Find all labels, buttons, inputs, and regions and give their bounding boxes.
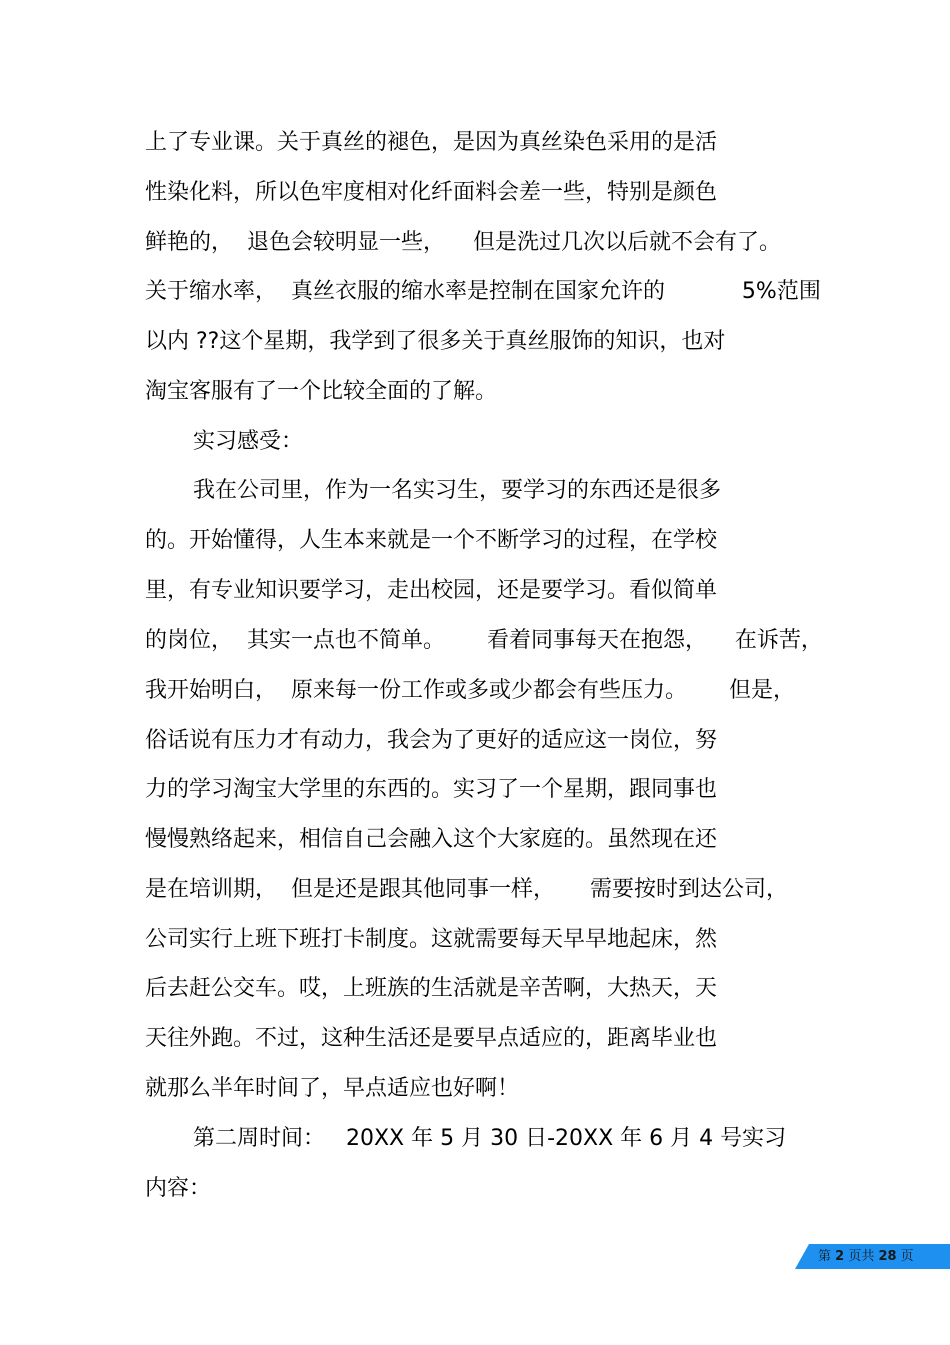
text-line: 后去赶公交车。哎，上班族的生活就是辛苦啊，大热天，天 — [145, 976, 718, 1001]
text-line: 关于缩水率， 真丝衣服的缩水率是控制在国家允许的 5%范围 — [145, 279, 821, 304]
text-line: 淘宝客服有了一个比较全面的了解。 — [145, 379, 498, 404]
page-suffix: 页 — [896, 1249, 914, 1264]
page-number — [818, 1248, 914, 1265]
text-line: 天往外跑。不过，这种生活还是要早点适应的，距离毕业也 — [145, 1026, 718, 1051]
paragraph-start: 我在公司里，作为一名实习生，要学习的东西还是很多 — [193, 478, 722, 503]
text-line: 公司实行上班下班打卡制度。这就需要每天早早地起床，然 — [145, 927, 718, 952]
section-heading: 实习感受： — [193, 429, 304, 454]
text-line: 上了专业课。关于真丝的褪色，是因为真丝染色采用的是活 — [145, 130, 718, 155]
page-middle: 页共 — [844, 1249, 879, 1264]
text-line: 力的学习淘宝大学里的东西的。实习了一个星期，跟同事也 — [145, 777, 718, 802]
page-prefix: 第 — [818, 1249, 836, 1264]
text-line: 的。开始懂得，人生本来就是一个不断学习的过程，在学校 — [145, 528, 718, 553]
text-line: 慢慢熟络起来，相信自己会融入这个大家庭的。虽然现在还 — [145, 827, 718, 852]
text-line: 是在培训期， 但是还是跟其他同事一样， 需要按时到达公司， — [145, 877, 788, 902]
text-line: 我开始明白， 原来每一份工作或多或少都会有些压力。 但是， — [145, 678, 795, 703]
current-page-number: 2 — [835, 1249, 845, 1264]
week-heading: 第二周时间： 20XX 年 5 月 30 日-20XX 年 6 月 4 号实习 — [193, 1126, 787, 1151]
text-line: 的岗位， 其实一点也不简单。 看着同事每天在抱怨， 在诉苦， — [145, 628, 823, 653]
text-line: 俗话说有压力才有动力，我会为了更好的适应这一岗位，努 — [145, 728, 718, 753]
text-line: 性染化料，所以色牢度相对化纤面料会差一些，特别是颜色 — [145, 180, 718, 205]
text-line: 就那么半年时间了，早点适应也好啊！ — [145, 1076, 520, 1101]
text-line: 内容： — [145, 1176, 212, 1201]
total-pages-number: 28 — [878, 1249, 897, 1264]
text-line: 鲜艳的， 退色会较明显一些， 但是洗过几次以后就不会有了。 — [145, 230, 781, 255]
text-line: 以内 ??这个星期，我学到了很多关于真丝服饰的知识，也对 — [145, 329, 726, 354]
text-line: 里，有专业知识要学习，走出校园，还是要学习。看似简单 — [145, 578, 718, 603]
